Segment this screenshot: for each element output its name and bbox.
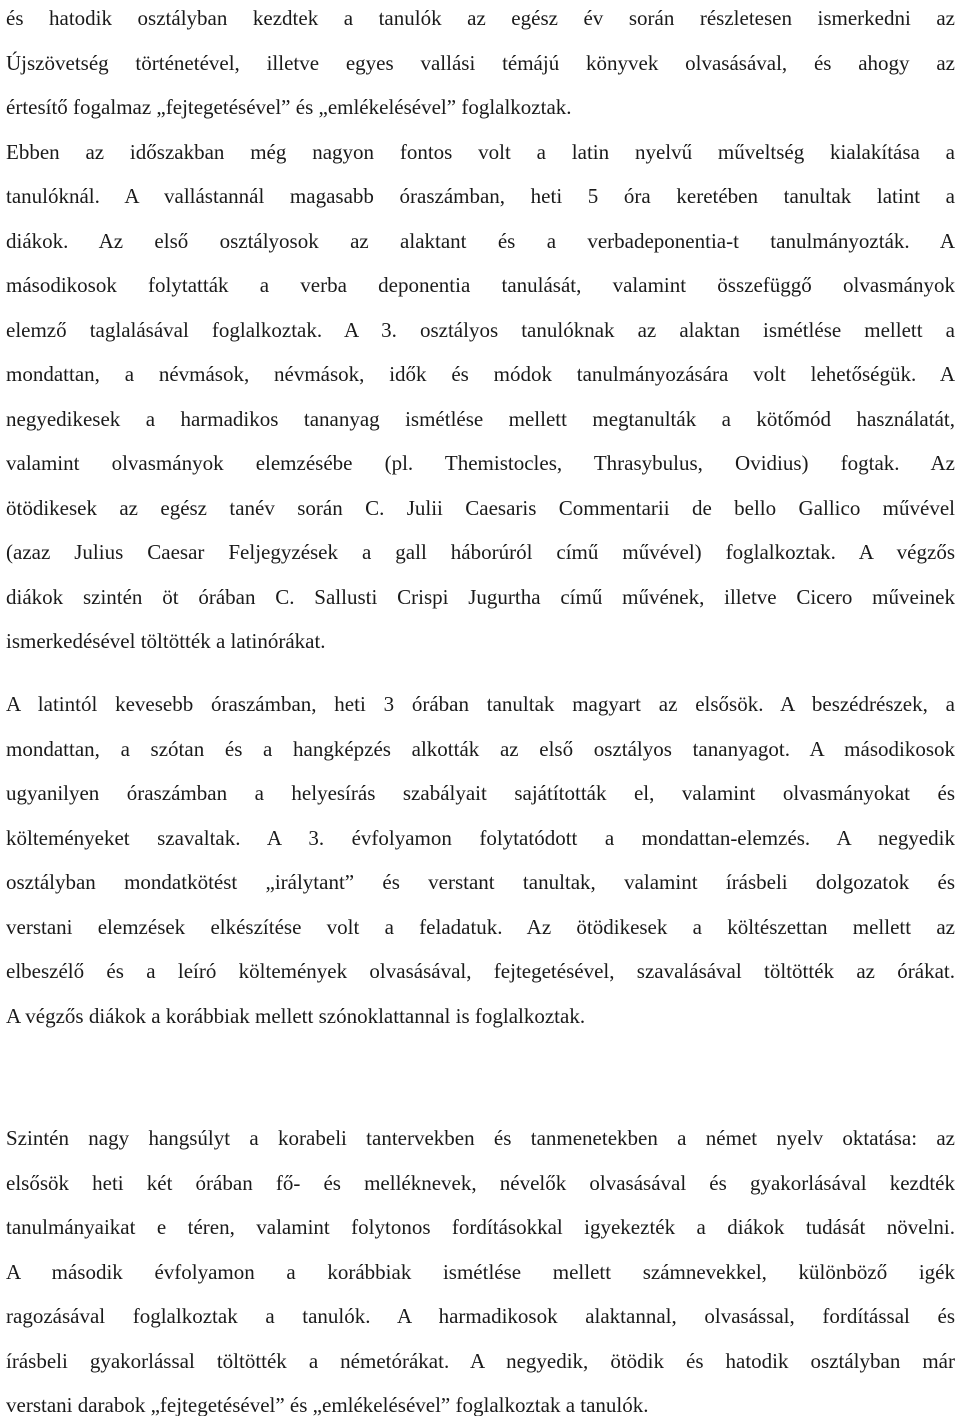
text-line: tanulmányaikat e téren, valamint folytonos fordításokkal igyekezték a diákok tudását növelni. (6, 1215, 955, 1239)
text-line: A végzős diákok a korábbiak mellett szónoklattannal is foglalkoztak. (6, 1003, 586, 1028)
text-line: mondattan, a névmások, névmások, idők és módok tanulmányozására volt lehetőségük. A (6, 362, 955, 386)
text-line: A második évfolyamon a korábbiak ismétlése mellett számnevekkel, különböző igék (6, 1259, 955, 1284)
text-line: ugyanilyen óraszámban a helyesírás szabályait sajátították el, valamint olvasmányokat és (6, 781, 955, 805)
text-line: valamint olvasmányok elemzésébe (pl. Themistocles, Thrasybulus, Ovidius) fogtak. Az (6, 451, 955, 475)
paragraph-latin (6, 0, 955, 664)
text-line: elemző taglalásával foglalkoztak. A 3. osztályos tanulóknak az alaktan ismétlése mellett a (6, 317, 955, 342)
text-line: költeményeket szavaltak. A 3. évfolyamon folytatódott a mondattan-elemzés. A negyedik (6, 825, 955, 850)
text-line: verstani darabok „fejtegetésével” és „emlékelésével” foglalkoztak a tanulók. (6, 1393, 649, 1416)
text-line: másodikosok folytatták a verba deponentia tanulását, valamint összefüggő olvasmányok (6, 273, 955, 297)
text-line: elsősök heti két órában fő- és melléknevek, névelők olvasásával és gyakorlásával kezdték (6, 1170, 955, 1195)
text-line: tanulóknál. A vallástannál magasabb óraszámban, heti 5 óra keretében tanultak latint a (6, 184, 955, 208)
text-line: verstani elemzések elkészítése volt a feladatuk. Az ötödikesek a költészettan mellett az (6, 914, 955, 939)
paragraph-hungarian (6, 682, 955, 1038)
paragraph-german (6, 1116, 955, 1416)
text-line: és hatodik osztályban kezdtek a tanulók az egész év során részletesen ismerkedni az (6, 6, 955, 30)
text-line: osztályban mondatkötést „irálytant” és verstant tanultak, valamint írásbeli dolgozatok és (6, 870, 955, 894)
text-line: (azaz Julius Caesar Feljegyzések a gall háborúról című művével) foglalkoztak. A végzős (6, 540, 955, 564)
text-line: Újszövetség történetével, illetve egyes vallási témájú könyvek olvasásával, és ahogy az (6, 50, 955, 75)
text-line: Szintén nagy hangsúlyt a korabeli tantervekben és tanmenetekben a német nyelv oktatása: az (6, 1126, 955, 1150)
text-line: mondattan, a szótan és a hangképzés alkották az első osztályos tananyagot. A másodikosok (6, 736, 955, 761)
text-line: A latintól kevesebb óraszámban, heti 3 órában tanultak magyart az elsősök. A beszédrészek, a (6, 692, 955, 716)
text-line: elbeszélő és a leíró költemények olvasásával, fejtegetésével, szavalásával töltötték az órákat. (6, 959, 955, 983)
text-line: Ebben az időszakban még nagyon fontos volt a latin nyelvű műveltség kialakítása a (6, 139, 955, 164)
text-line: diákok szintén öt órában C. Sallusti Crispi Jugurtha című művének, illetve Cicero műveinek (6, 584, 955, 609)
text-line: ismerkedésével töltötték a latinórákat. (6, 629, 326, 653)
text-line: értesítő fogalmaz „fejtegetésével” és „emlékelésével” foglalkoztak. (6, 95, 572, 119)
text-line: ötödikesek az egész tanév során C. Julii Caesaris Commentarii de bello Gallico művével (6, 495, 955, 520)
text-line: diákok. Az első osztályosok az alaktant és a verbadeponentia-t tanulmányozták. A (6, 228, 955, 253)
text-line: írásbeli gyakorlással töltötték a németórákat. A negyedik, ötödik és hatodik osztályban már (6, 1348, 955, 1373)
text-line: negyedikesek a harmadikos tananyag ismétlése mellett megtanulták a kötőmód használatát, (6, 406, 955, 431)
text-line: ragozásával foglalkoztak a tanulók. A harmadikosok alaktannal, olvasással, fordítással és (6, 1304, 955, 1328)
